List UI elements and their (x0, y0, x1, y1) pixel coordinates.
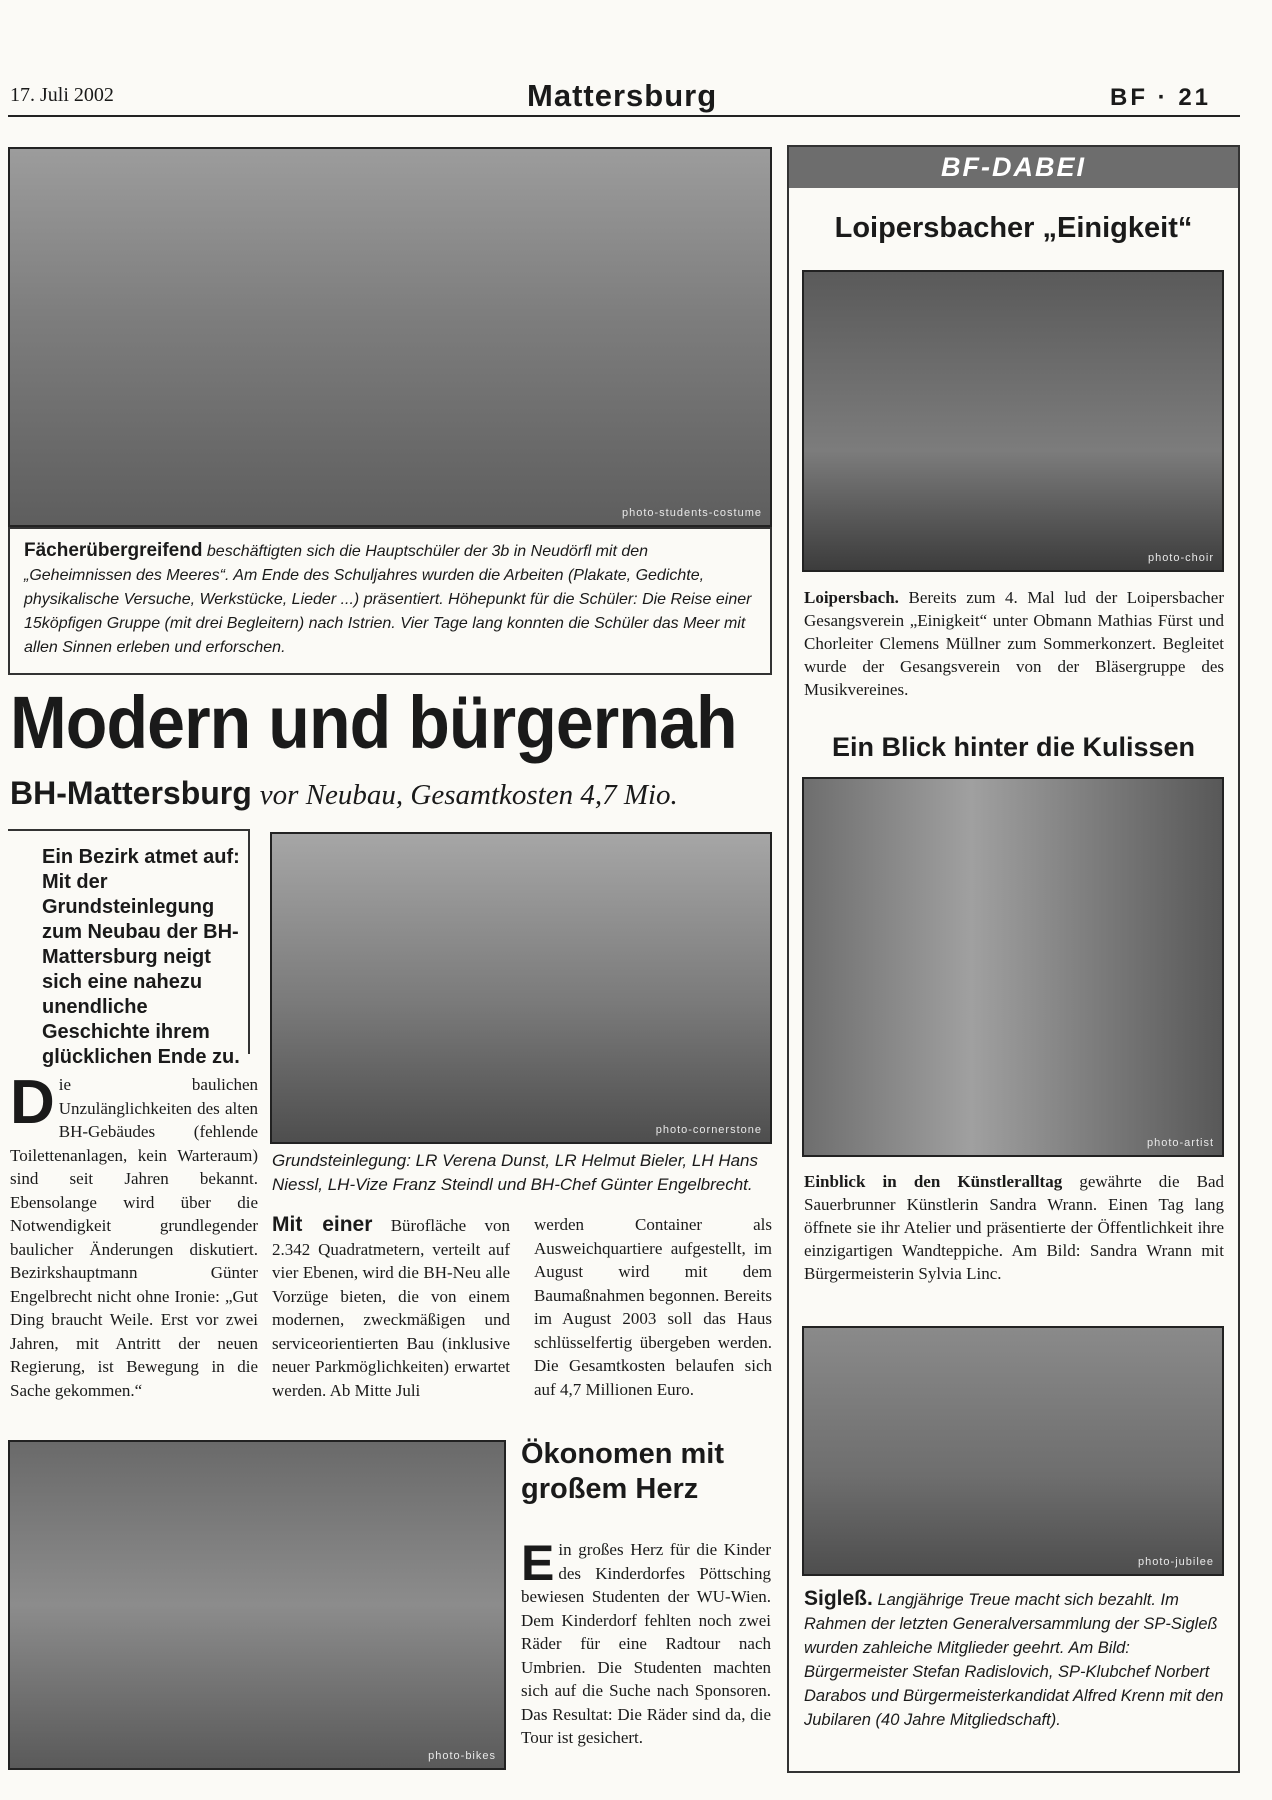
cornerstone-photo: photo-cornerstone (270, 832, 772, 1144)
students-caption (24, 539, 756, 660)
article-col1-text: ie baulichen Unzulänglichkeiten des alten BH-Gebäudes (fehlende Toilettenanlagen, kein Warteraum) sind seit Jahren bekannt. Ebensolange wird über die Notwendigkeit grundlegender baulicher Änderungen diskutiert. Bezirkshauptmann Günter Engelbrecht nicht ohne Ironie: „Gut Ding braucht Weile. Erst vor zwei Jahren, mit Antritt der neuen Regierung, ist Bewegung in die Sache gekommen.“ (10, 1075, 258, 1400)
header-rule (8, 115, 1240, 117)
page-number: BF · 21 (1110, 84, 1212, 111)
art-body: gewährte die Bad Sauerbrunner Künstlerin Sandra Wrann. Einen Tag lang öffnete sie ihr Atelier und präsentierte der Öffentlichkeit ihre einzigartigen Wandteppiche. Am Bild: Sandra Wrann mit Bürgermeisterin Sylvia Linc. (804, 1172, 1224, 1283)
art-lead: Einblick in den Künstleralltag (804, 1172, 1063, 1191)
oekonomen-title (521, 1437, 771, 1507)
article-col2-text: Bürofläche von 2.342 Quadratmetern, verteilt auf vier Ebenen, wird die BH-Neu alle Vorzüge bieten, die von einem modernen, zweckmäßigen und serviceorientierten Bau (inklusive neuer Parkmöglichkeiten) erwartet werden. Ab Mitte Juli (272, 1216, 510, 1400)
art-title: Ein Blick hinter die Kulissen (831, 732, 1196, 762)
sigless-lead: Sigleß. (804, 1587, 873, 1610)
article-column-1 (10, 1068, 258, 1402)
artist-photo: photo-artist (802, 777, 1224, 1157)
oekonomen-body: in großes Herz für die Kinder des Kinderdorfes Pöttsching bewiesen Studenten der WU-Wien. Dem Kinderdorf fehlten noch zwei Räder für eine Radtour nach Umbrien. Die Studenten machten sich auf die Suche nach Sponsoren. Das Resultat: Die Räder sind da, die Tour ist gesichert. (521, 1540, 771, 1747)
art-text (804, 1170, 1224, 1285)
sigless-caption (804, 1587, 1224, 1732)
students-caption-text: beschäftigten sich die Hauptschüler der 3b in Neudörfl mit den „Geheimnissen des Meeres“. Am Ende des Schuljahres wurden die Arbeiten (Plakate, Gedichte, physikalische Versuche, Werkstücke, Lieder ...) präsentiert. Höhepunkt für die Schüler: Die Reise einer 15köpfigen Gruppe (mit drei Begleitern) nach Istrien. Vier Tage lang konnten die Schüler das Meer mit allen Sinnen erleben und erforschen. (24, 543, 752, 656)
col2-opener: Mit einer (272, 1213, 373, 1236)
main-subhead (10, 775, 678, 812)
main-headline: Modern und bürgernah (10, 681, 737, 764)
oekonomen-text (521, 1535, 771, 1750)
lead-top-rule (8, 829, 250, 831)
choir-lead: Loipersbach. (804, 588, 899, 607)
subhead-italic: vor Neubau, Gesamtkosten 4,7 Mio. (259, 779, 678, 811)
issue-date: 17. Juli 2002 (10, 84, 114, 106)
cornerstone-caption: Grundsteinlegung: LR Verena Dunst, LR Helmut Bieler, LH Hans Niessl, LH-Vize Franz Steindl und BH-Chef Günter Engelbrecht. (272, 1151, 759, 1194)
dropcap-e: E (521, 1535, 555, 1591)
article-lead: Ein Bezirk atmet auf: Mit der Grundsteinlegung zum Neubau der BH-Mattersburg neigt sich eine nahezu unendliche Geschichte ihrem glücklichen Ende zu. (42, 846, 240, 1068)
jubilee-photo: photo-jubilee (802, 1326, 1224, 1576)
students-caption-box (8, 527, 772, 675)
bikes-photo: photo-bikes (8, 1440, 506, 1770)
choir-photo: photo-choir (802, 270, 1224, 572)
subhead-bold: BH-Mattersburg (10, 775, 252, 811)
sidebar-band: BF-DABEI (789, 147, 1238, 188)
sigless-body: Langjährige Treue macht sich bezahlt. Im Rahmen der letzten Generalversammlung der SP-Sigleß wurden zahleiche Mitglieder geehrt. Am Bild: Bürgermeister Stefan Radislovich, SP-Klubchef Norbert Darabos und Bürgermeisterkandidat Alfred Krenn mit den Jubilaren (40 Jahre Mitgliedschaft). (804, 1591, 1224, 1729)
dropcap-d: D (10, 1068, 55, 1137)
choir-title: Loipersbacher „Einigkeit“ (834, 212, 1193, 244)
choir-body: Bereits zum 4. Mal lud der Loipersbacher Gesangsverein „Einigkeit“ unter Obmann Mathias Fürst und Chorleiter Clemens Müllner zum Sommerkonzert. Begleitet wurde der Gesangsverein von der Bläsergruppe des Musikvereines. (804, 588, 1225, 699)
students-caption-lead: Fächerübergreifend (24, 540, 203, 561)
oekonomen-title-line2: großem Herz (521, 1473, 699, 1505)
article-column-3: werden Container als Ausweichquartiere aufgestellt, im August wird mit dem Baumaßnahmen begonnen. Bereits im August 2003 soll das Haus schlüsselfertig übergeben werden. Die Gesamtkosten belaufen sich auf 4,7 Millionen Euro. (534, 1215, 772, 1399)
choir-text (804, 586, 1224, 701)
oekonomen-title-line1: Ökonomen mit (521, 1438, 725, 1470)
article-column-2 (272, 1213, 510, 1402)
students-photo: photo-students-costume (8, 147, 772, 527)
section-title: Mattersburg (527, 78, 718, 113)
